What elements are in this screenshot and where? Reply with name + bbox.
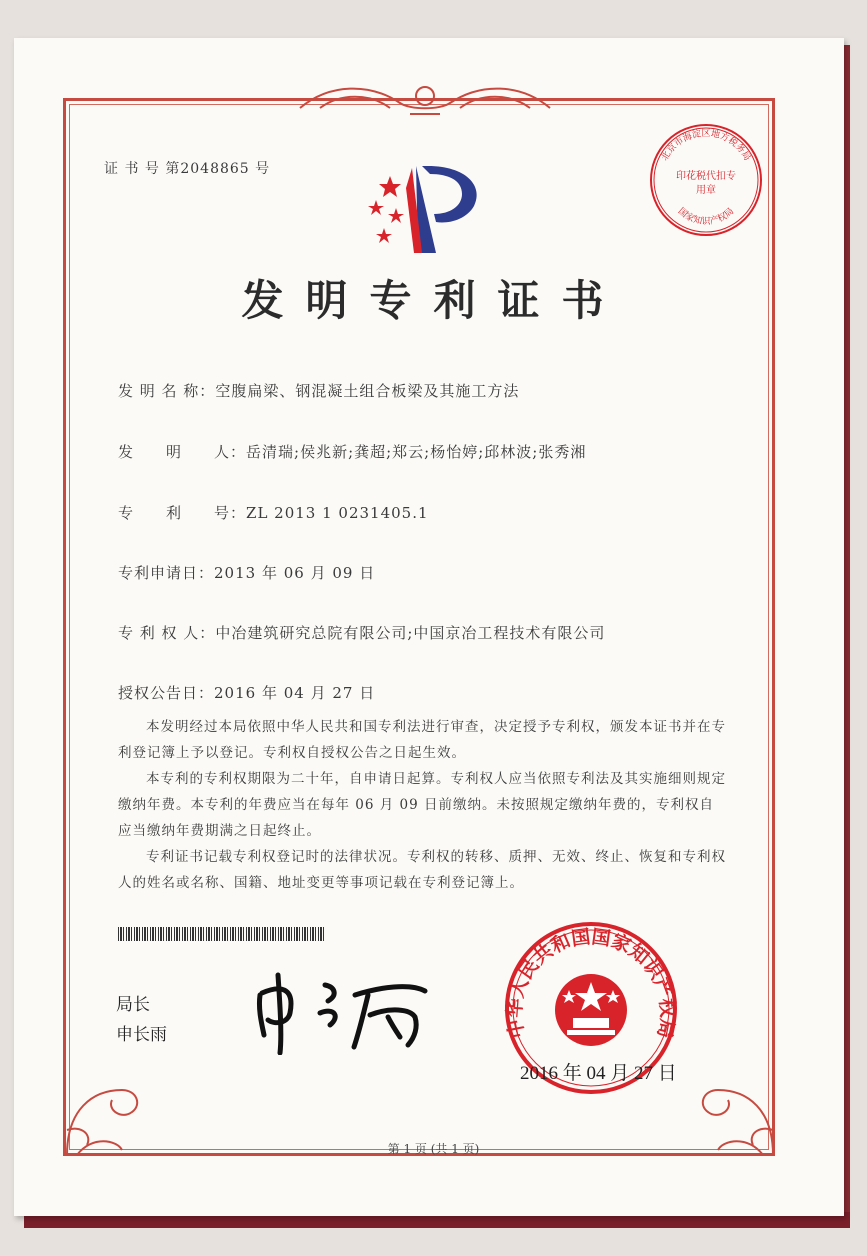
patent-office-logo-icon xyxy=(356,158,488,258)
director-signature xyxy=(250,965,440,1055)
field-label: 发 明 名 称： xyxy=(118,382,216,400)
field-grant-date xyxy=(118,682,375,703)
national-emblem-icon xyxy=(555,974,627,1046)
field-label: 专利申请日： xyxy=(118,564,215,582)
body-paragraph: 专利证书记载专利权登记时的法律状况。专利权的转移、质押、无效、终止、恢复和专利权人的姓名或名称、国籍、地址变更等事项记载在专利登记簿上。 xyxy=(118,849,726,891)
certificate-number: 证 书 号 第2048865 号 xyxy=(104,161,271,177)
field-application-date xyxy=(118,562,375,583)
field-inventors xyxy=(118,441,586,462)
page-footer: 第 1 页 (共 1 页) xyxy=(387,1142,480,1156)
tax-stamp-bottom: 国家知识产权局 xyxy=(675,206,737,227)
body-paragraph: 本专利的专利权期限为二十年，自申请日起算。专利权人应当依照专利法及其实施细则规定缴纳年费。本专利的年费应当在每年 06 月 09 日前缴纳。未按照规定缴纳年费的，专利权自应当缴纳年费期满之日起终止。 xyxy=(118,771,726,839)
field-label: 授权公告日： xyxy=(118,684,215,702)
field-label: 专 利 号： xyxy=(118,504,247,522)
tax-stamp-ring: 北京市海淀区地方税务局 xyxy=(660,129,752,163)
seal-ring-text: 中华人民共和国国家知识产权局 xyxy=(503,925,679,1041)
director-name: 申长雨 xyxy=(116,1025,167,1045)
field-patent-number xyxy=(118,502,429,523)
tax-stamp-center: 印花税代扣专用章 xyxy=(676,171,736,196)
field-label: 发 明 人： xyxy=(118,443,247,461)
body-paragraph: 本发明经过本局依照中华人民共和国专利法进行审查，决定授予专利权，颁发本证书并在专利登记簿上予以登记。专利权自授权公告之日起生效。 xyxy=(118,719,726,761)
field-label: 专 利 权 人： xyxy=(118,624,216,642)
field-value: 中冶建筑研究总院有限公司;中国京冶工程技术有限公司 xyxy=(215,624,606,642)
svg-text:北京市海淀区地方税务局 xyxy=(658,127,753,162)
field-value: 2016 年 04 月 27 日 xyxy=(214,684,376,702)
field-value: 2013 年 06 月 09 日 xyxy=(214,564,376,582)
director-block xyxy=(116,990,167,1050)
svg-text:国家知识产权局 xyxy=(676,206,736,227)
certificate-body xyxy=(118,714,728,896)
field-value: ZL 2013 1 0231405.1 xyxy=(246,504,429,522)
barcode xyxy=(118,927,326,941)
field-value: 岳清瑞;侯兆新;龚超;郑云;杨怡婷;邱林波;张秀湘 xyxy=(246,443,587,461)
top-ornament xyxy=(290,78,560,120)
page-title: 发明专利证书 xyxy=(241,276,626,325)
field-value: 空腹扁梁、钢混凝土组合板梁及其施工方法 xyxy=(215,382,520,400)
field-invention-name xyxy=(118,380,519,401)
field-patentee xyxy=(118,622,605,643)
director-title: 局长 xyxy=(116,995,150,1015)
seal-date: 2016 年 04 月 27 日 xyxy=(520,1063,677,1084)
